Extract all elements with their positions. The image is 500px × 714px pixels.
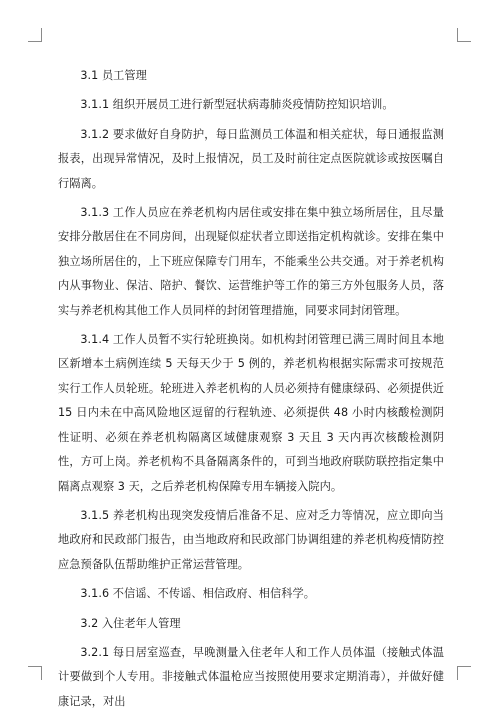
crop-mark-top-right bbox=[457, 28, 471, 42]
section-heading-3-1: 3.1 员工管理 bbox=[80, 69, 147, 82]
crop-mark-top-left bbox=[28, 28, 42, 42]
paragraph-3-1-6: 3.1.6 不信谣、不传谣、相信政府、相信科学。 bbox=[80, 587, 315, 601]
crop-mark-bottom-right bbox=[457, 666, 471, 680]
crop-mark-bottom-left bbox=[28, 666, 42, 680]
paragraph-3-1-1: 3.1.1 组织开展员工进行新型冠状病毒肺炎疫情防控知识培训。 bbox=[80, 98, 394, 112]
paragraph-3-2-1: 3.2.1 每日居室巡查，早晚测量入住老年人和工作人员体温（接触式体温计要做到个人专用。非接触式体温枪应当按照使用要求定期消毒），并做好健康记录，对出 bbox=[58, 645, 444, 708]
paragraph-3-1-2: 3.1.2 要求做好自身防护，每日监测员工体温和相关症状，每日通报监测报表，出现异常情况，及时上报情况，员工及时前往定点医院就诊或按医嘱自行隔离。 bbox=[58, 127, 444, 190]
section-heading-3-2: 3.2 入住老年人管理 bbox=[80, 616, 181, 630]
paragraph-3-1-3: 3.1.3 工作人员应在养老机构内居住或安排在集中独立场所居住，且尽量安排分散居住在不同房间，出现疑似症状者立即送指定机构就诊。安排在集中独立场所居住的，上下班应保障专门用车，不能乘坐公共交通。对于养老机构内从事物业、保洁、陪护、餐饮、运营维护等工作的第三方外包服务人员，落实与养老机构其他工作人员同样的封闭管理措施，同要求同封闭管理。 bbox=[58, 206, 444, 317]
paragraph-3-1-4: 3.1.4 工作人员暂不实行轮班换岗。如机构封闭管理已满三周时间且本地区新增本土病例连续 5 天每天少于 5 例的，养老机构根据实际需求可按规范实行工作人员轮班。轮班进入养老机构的人员必须持有健康绿码、必须提供近 15 日内未在中高风险地区逗留的行程轨迹、必须提供 48 小时内核酸检测阴性证明、必须在养老机构隔离区域健康观察 3 天且 3 天内再次核酸检测阴性，方可上岗。养老机构不具备隔离条件的，可到当地政府联防联控指定集中隔离点观察 3 天，之后养老机构保障专用车辆接入院内。 bbox=[58, 333, 444, 493]
document-body bbox=[58, 64, 444, 714]
paragraph-3-1-5: 3.1.5 养老机构出现突发疫情后准备不足、应对乏力等情况，应立即向当地政府和民政部门报告，由当地政府和民政部门协调组建的养老机构疫情防控应急预备队伍帮助维护正常运营管理。 bbox=[58, 508, 444, 571]
